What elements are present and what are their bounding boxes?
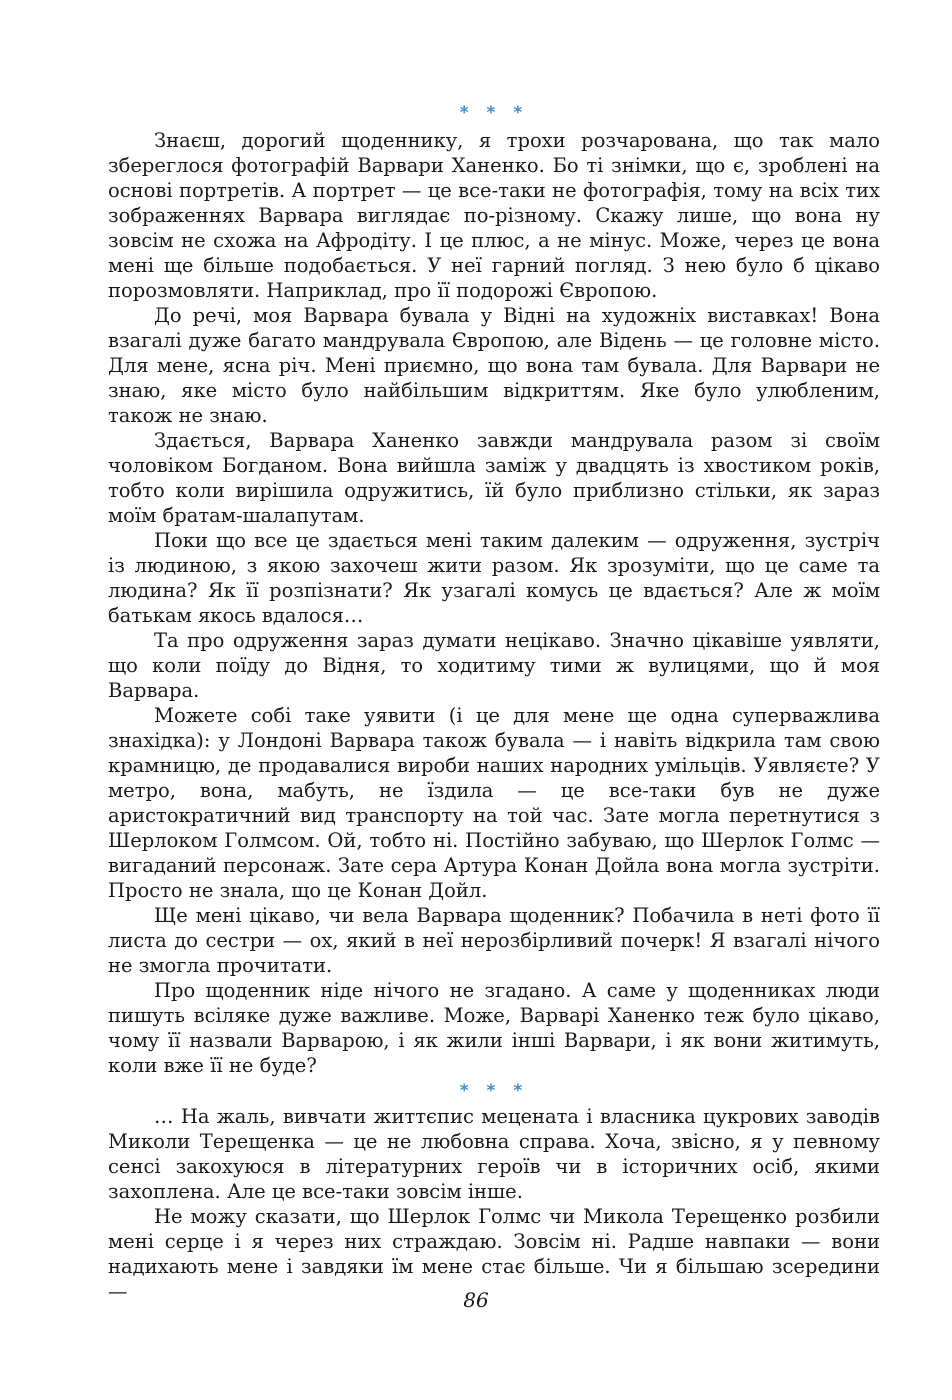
paragraph: Можете собі таке уявити (і це для мене ще одна суперважлива знахідка): у Лондоні Варвара також бувала — і навіть відкрила там свою крамницю, де продавалися вироби наших народних умільців. Уявляєте? У метро, вона, мабуть, не їздила — це все-таки був не дуже аристократичний вид транспорту на той час. Зате могла перетнутися з Шерлоком Голмсом. Ой, тобто ні. Постійно забуваю, що Шерлок Голмс — вигаданий персонаж. Зате сера Артура Конан Дойла вона могла зустріти. Просто не знала, що це Конан Дойл. xyxy=(108,704,880,902)
page-number: 86 xyxy=(463,1288,489,1312)
paragraph: Не можу сказати, що Шерлок Голмс чи Микола Терещенко розбили мені серце і я через них страждаю. Зовсім ні. Радше навпаки — вони надихають мене і завдяки їм мене стає більше. Чи я більшаю зсередини — xyxy=(108,1205,880,1303)
paragraph: Поки що все це здається мені таким далеким — одруження, зустріч із людиною, з якою захочеш жити разом. Як зрозуміти, що це саме та людина? Як її розпізнати? Як узагалі комусь це вдається? Але ж моїм батькам якось вдалося… xyxy=(108,529,880,627)
paragraph: Знаєш, дорогий щоденнику, я трохи розчарована, що так мало збереглося фотографій Варвари Ханенко. Бо ті знімки, що є, зроблені на основі портретів. А портрет — це все-таки не фотографія, тому на всіх тих зображеннях Варвара виглядає по-різному. Скажу лише, що вона ну зовсім не схожа на Афродіту. І це плюс, а не мінус. Може, через це вона мені ще більше подобається. У неї гарний погляд. З нею було б цікаво порозмовляти. Наприклад, про її подорожі Європою. xyxy=(108,129,880,302)
paragraph: До речі, моя Варвара бувала у Відні на художніх виставках! Вона взагалі дуже багато мандрувала Європою, але Відень — це головне місто. Для мене, ясна річ. Мені приємно, що вона там бувала. Для Варвари не знаю, яке місто було найбільшим відкриттям. Яке було улюбленим, також не знаю. xyxy=(108,304,880,427)
paragraph: Про щоденник ніде нічого не згадано. А саме у щоденниках люди пишуть всіляке дуже важливе. Може, Варварі Ханенко теж було цікаво, чому її назвали Варварою, і як жили інші Варвари, і як вони житимуть, коли вже її не буде? xyxy=(108,979,880,1077)
section-divider: * * * xyxy=(459,1081,529,1101)
paragraph: Здається, Варвара Ханенко завжди мандрувала разом зі своїм чоловіком Богданом. Вона вийшла заміж у двадцять із хвостиком років, тобто коли вирішила одружитись, їй було приблизно стільки, як зараз моїм братам-шалапутам. xyxy=(108,429,880,527)
section-divider: * * * xyxy=(459,103,529,123)
paragraph: … На жаль, вивчати життєпис мецената і власника цукрових заводів Миколи Терещенка — це не любовна справа. Хоча, звісно, я у певному сенсі закохуюся в літературних героїв чи в історичних осіб, якими захоплена. Але це все-таки зовсім інше. xyxy=(108,1105,880,1203)
paragraph: Та про одруження зараз думати нецікаво. Значно цікавіше уявляти, що коли поїду до Відня, то ходитиму тими ж вулицями, що й моя Варвара. xyxy=(108,629,880,702)
paragraph: Ще мені цікаво, чи вела Варвара щоденник? Побачила в неті фото її листа до сестри — ох, який в неї нерозбірливий почерк! Я взагалі нічого не змогла прочитати. xyxy=(108,904,880,977)
page-body xyxy=(108,98,880,1304)
